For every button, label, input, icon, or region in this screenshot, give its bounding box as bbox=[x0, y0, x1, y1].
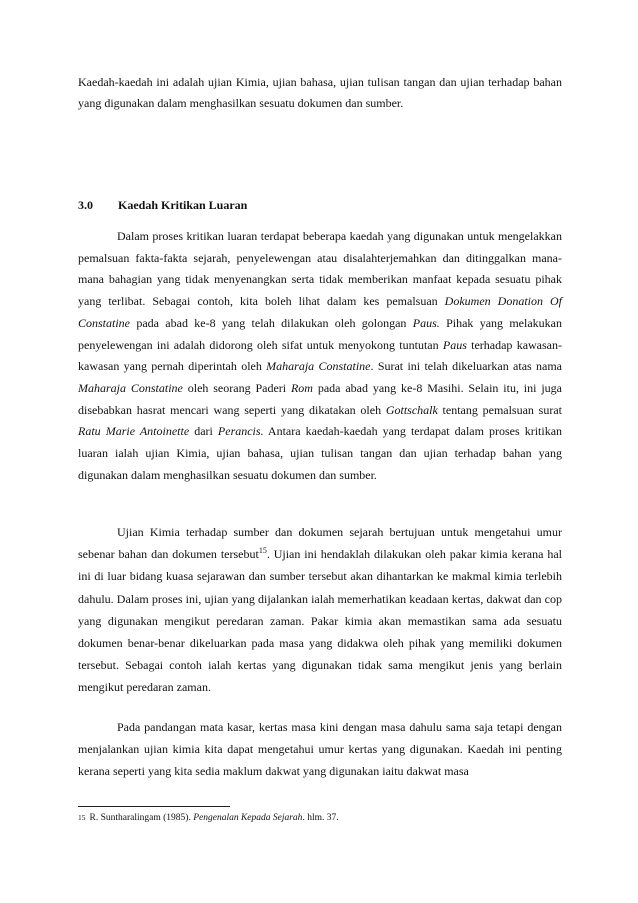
p2-text-1: Ujian Kimia terhadap sumber dan dokumen sejarah bertujuan untuk mengetahui umur sebenar bahan dan dokumen tersebut bbox=[78, 525, 562, 562]
paragraph-1 bbox=[78, 226, 562, 486]
p1-text-7: pada abad yang ke-8 Masihi. Selain itu, ini juga disebabkan hasrat mencari wang seperti yang dikatakan oleh bbox=[78, 380, 563, 417]
section-heading bbox=[78, 198, 247, 213]
footnote-divider bbox=[78, 806, 230, 807]
paragraph-2 bbox=[78, 521, 562, 699]
footnote-reference: 15 bbox=[258, 546, 267, 556]
p1-italic-3: Paus bbox=[442, 337, 467, 352]
footnote-author: R. Suntharalingam (1985). bbox=[89, 813, 191, 823]
p1-italic-1: Dokumen Donation Of Constatine bbox=[78, 294, 562, 330]
footnote bbox=[78, 813, 339, 823]
p1-italic-8: Ratu Marie Antoinette bbox=[78, 424, 190, 439]
p1-text-3: Pihak yang melakukan penyelewengan ini adalah didorong oleh sifat untuk menyokong tuntutan bbox=[78, 315, 562, 352]
p1-text-1: Dalam proses kritikan luaran terdapat beberapa kaedah yang digunakan untuk mengelakkan pemalsuan fakta-fakta sejarah, penyelewengan atau disalahterjemahkan dan ditinggalkan mana-mana bahagian yang tidak menyenangkan serta tidak memberikan manfaat kepada sesuatu pihak yang terlibat. Sebagai contoh, kita boleh lihat dalam kes pemalsuan bbox=[78, 229, 562, 309]
p1-text-5: . Surat ini telah dikeluarkan atas nama bbox=[370, 359, 562, 374]
p1-text-10: Antara kaedah-kaedah yang terdapat dalam proses kritikan luaran ialah ujian Kimia, ujian bahasa, ujian tulisan tangan dan ujian terhadap bahan yang digunakan dalam menghasilkan sesuatu dokumen dan sumber. bbox=[78, 424, 563, 482]
footnote-number: 15 bbox=[78, 813, 86, 822]
paragraph-3 bbox=[78, 716, 562, 783]
p1-italic-6: Rom bbox=[290, 380, 313, 395]
p1-italic-5: Maharaja Constatine bbox=[78, 380, 183, 395]
intro-paragraph: Kaedah-kaedah ini adalah ujian Kimia, ujian bahasa, ujian tulisan tangan dan ujian terhadap bahan yang digunakan dalam menghasilkan sesuatu dokumen dan sumber. bbox=[78, 75, 562, 110]
section-title: Kaedah Kritikan Luaran bbox=[118, 198, 248, 212]
p1-italic-2: Paus. bbox=[412, 315, 440, 330]
footnote-title: Pengenalan Kepada Sejarah bbox=[193, 813, 303, 823]
p1-text-8: tentang pemalsuan surat bbox=[437, 402, 562, 417]
p1-text-2: pada abad ke-8 yang telah dilakukan oleh golongan bbox=[130, 315, 413, 330]
p1-text-4: terhadap kawasan-kawasan yang pernah diperintah oleh bbox=[78, 337, 562, 374]
p1-italic-7: Gottschalk bbox=[385, 402, 438, 417]
section-number: 3.0 bbox=[78, 198, 93, 212]
p1-text-6: oleh seorang Paderi bbox=[182, 380, 291, 395]
p1-italic-9: Perancis. bbox=[217, 424, 264, 439]
p1-italic-4: Maharaja Constatine bbox=[266, 359, 371, 374]
p2-text-2: . Ujian ini hendaklah dilakukan oleh pakar kimia kerana hal ini di luar bidang kuasa sejarawan dan sumber tersebut akan dihantarkan ke makmal kimia terlebih dahulu. Dalam proses ini, ujian yang dijalankan ialah memerhatikan keadaan kertas, dakwat dan cop yang digunakan mengikut peredaran zaman. Pakar kimia akan memastikan sama ada sesuatu dokumen benar-benar dikeluarkan pada masa yang didakwa oleh pihak yang memiliki dokumen tersebut. Sebagai contoh ialah kertas yang digunakan tidak sama mengikut jenis yang berlain mengikut peredaran zaman. bbox=[78, 547, 562, 695]
p3-text: Pada pandangan mata kasar, kertas masa kini dengan masa dahulu sama saja tetapi dengan menjalankan ujian kimia kita dapat mengetahui umur kertas yang digunakan. Kaedah ini penting kerana seperti yang kita sedia maklum dakwat yang digunakan iaitu dakwat masa bbox=[78, 720, 562, 779]
p1-text-9: dari bbox=[189, 424, 218, 439]
footnote-page: . hlm. 37. bbox=[302, 813, 339, 823]
